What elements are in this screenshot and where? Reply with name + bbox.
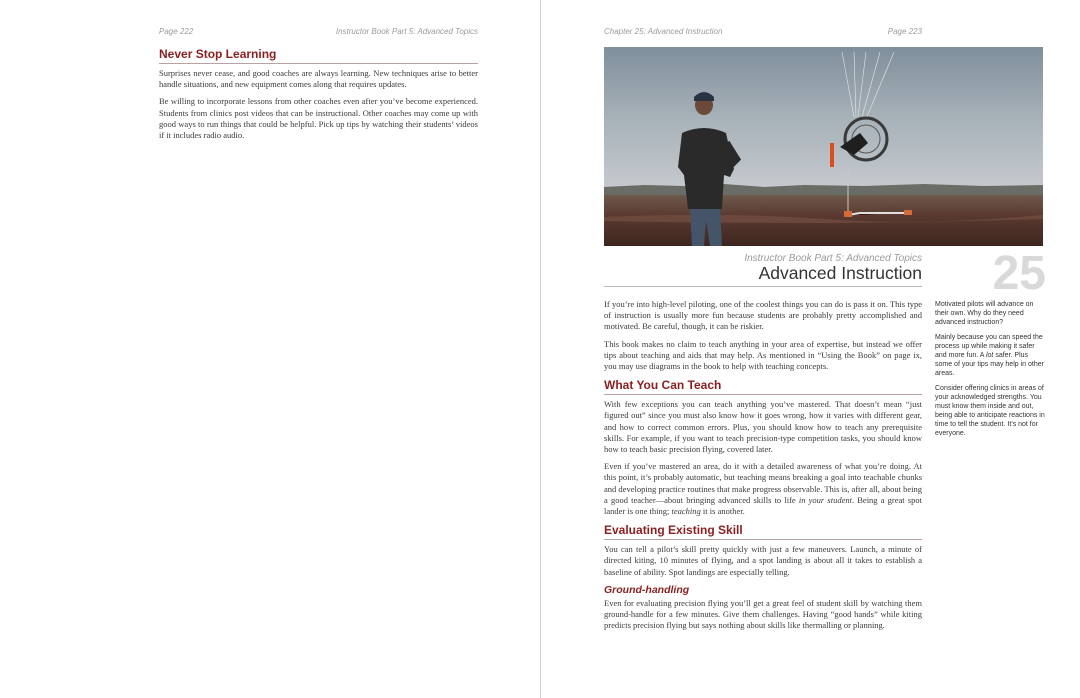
chapter-divider <box>604 286 922 287</box>
main-text-column <box>604 299 922 637</box>
section-heading: Never Stop Learning <box>159 47 478 64</box>
right-page-number: Page 223 <box>887 27 922 36</box>
chapter-number: 25 <box>992 247 1046 300</box>
sidebar-note: Consider offering clinics in areas of your acknowledged strengths. You must know them inside and out, being able to anticipate reactions in time to tell the student. It’s not for everyone. <box>935 385 1045 437</box>
chapter-photo <box>604 47 1043 246</box>
subheading-ground-handling: Ground-handling <box>604 583 690 596</box>
paragraph-text: . Being a great spot lander is one thing; <box>604 494 922 517</box>
sidebar-note: Motivated pilots will advance on their own. Why do they need advanced instruction? <box>935 301 1034 326</box>
paragraph: You can tell a pilot’s skill pretty quickly with just a few maneuvers. Launch, a minute of directed kiting, 10 minutes of flying, and a spot landing is about all it takes to establish a baseline of ability. Spot landings are especially telling. <box>604 544 922 577</box>
paragraph-text: it is another. <box>700 506 745 517</box>
sidebar-text: safer. Plus some of your tips may help in other areas. <box>935 352 1044 377</box>
section-heading-what-you-can-teach: What You Can Teach <box>604 378 922 395</box>
paragraph: With few exceptions you can teach anything you’ve mastered. That doesn’t mean “just figured out” since you must also know how it goes wrong, how it varies with different gear, and how to correct common errors. Plus, you should know how to teach any prerequisite skills. For example, if you want to teach precision-type competition tasks, you should know how to teach basic precision flying, covered later. <box>604 399 922 455</box>
intro-paragraph: If you’re into high-level piloting, one of the coolest things you can do is pass it on. This type of instruction is usually more fun because students are probably pretty accomplished and motivated. Be careful, though, it can be riskier. <box>604 299 922 332</box>
paragraph <box>604 461 922 517</box>
sidebar-note <box>935 333 1045 378</box>
part-title: Instructor Book Part 5: Advanced Topics <box>744 253 922 264</box>
section-heading-evaluating-existing-skill: Evaluating Existing Skill <box>604 523 922 540</box>
left-page-number: Page 222 <box>159 27 194 36</box>
right-running-header: Chapter 25: Advanced Instruction <box>604 27 723 36</box>
paragraph-text: Even if you’ve mastered an area, do it with a detailed awareness of what you’re doing. At this point, it’s probably automatic, but teaching means breaking a goal into teachable chunks and developing practice routines that make progress observable. This is, after all, about being a good teacher—about bringing advanced skills to life <box>604 461 922 505</box>
sidebar-emphasis: lot <box>985 352 994 359</box>
chapter-title: Advanced Instruction <box>758 263 922 283</box>
sidebar-text: Mainly because you can speed the process up while making it safer and more fun. A <box>935 334 1043 359</box>
intro-paragraph: This book makes no claim to teach anything in your area of expertise, but instead we offer tips about teaching and aids that may help. As mentioned in “Using the Book” on page ix, you may use diagrams in the book to help with teaching concepts. <box>604 338 922 372</box>
emphasis-text: teaching <box>671 506 701 517</box>
paragraph: Even for evaluating precision flying you’ll get a great feel of student skill by watching them ground-handle for a few minutes. Give them challenges. Having “good hands” while kiting predicts precision flying but says nothing about skills like thermalling or planning. <box>604 597 922 631</box>
paragraph: Be willing to incorporate lessons from other coaches even after you’ve become experienced. Students from clinics post videos that can be instructional. Other coaches may come up with good ways to run things that could be helpful. Pick up tips by watching their students’ videos if it includes radio audio. <box>159 96 478 141</box>
never-stop-learning-section <box>159 47 478 147</box>
paragraph: Surprises never cease, and good coaches are always learning. New techniques arise to better handle situations, and new equipment comes along that requires updates. <box>159 68 478 90</box>
left-running-header: Instructor Book Part 5: Advanced Topics <box>335 27 478 36</box>
margin-sidebar <box>935 300 1045 444</box>
emphasis-text: in your student <box>798 494 852 505</box>
